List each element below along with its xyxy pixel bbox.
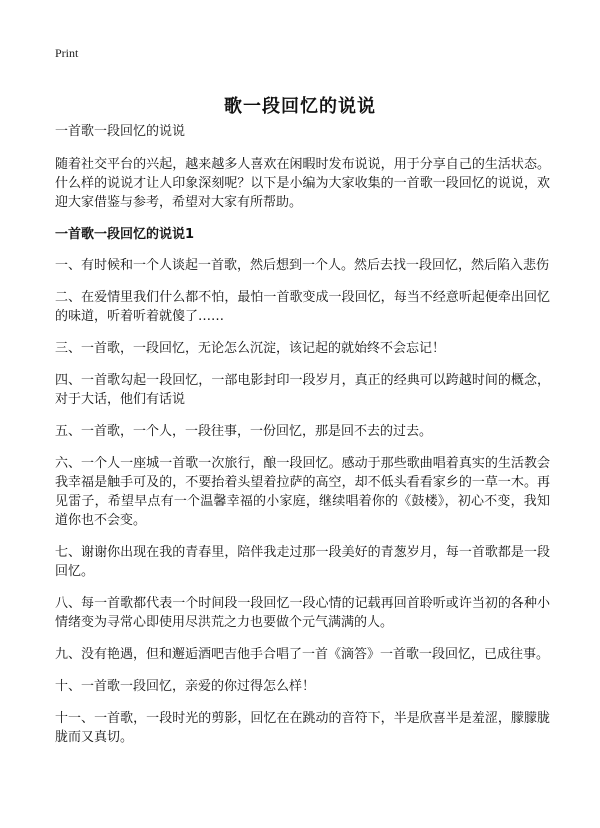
- list-item: 五、一首歌，一个人，一段往事，一份回忆，那是回不去的过去。: [55, 424, 433, 439]
- list-item: 十一、一首歌，一段时光的剪影，回忆在在跳动的音符下，半是欣喜半是羞涩，朦朦胧胧而又真切。: [55, 711, 550, 745]
- list-item: 三、一首歌，一段回忆，无论怎么沉淀，该记起的就始终不会忘记！: [55, 341, 446, 356]
- list-item: 九、没有艳遇，但和邂逅酒吧吉他手合唱了一首《滴答》一首歌一段回忆，已成往事。: [55, 647, 550, 662]
- list-item: 八、每一首歌都代表一个时间段一段回忆一段心情的记载再回首聆听或许当初的各种小情绪变为寻常心即使用尽洪荒之力也要做个元气满满的人。: [55, 596, 550, 630]
- article-subtitle: 一首歌一段回忆的说说: [55, 124, 186, 139]
- list-item: 四、一首歌勾起一段回忆，一部电影封印一段岁月，真正的经典可以跨越时间的概念，对于大话，他们有话说: [55, 373, 550, 407]
- list-item: 六、一个人一座城一首歌一次旅行，酿一段回忆。感动于那些歌曲唱着真实的生活教会我幸福是触手可及的，不要抬着头望着拉萨的高空，却不低头看看家乡的一草一木。再见雷子，希望早点有一个温馨幸福的小家庭，继续唱着你的《鼓楼》，初心不变，我知道你也不会变。: [55, 456, 550, 528]
- print-link[interactable]: Print: [55, 46, 79, 60]
- page-title: 歌一段回忆的说说: [224, 96, 376, 118]
- list-item: 一、有时候和一个人谈起一首歌，然后想到一个人。然后去找一段回忆，然后陷入悲伤: [55, 258, 550, 273]
- article-body: [55, 122, 550, 760]
- list-item: 七、谢谢你出现在我的青春里，陪伴我走过那一段美好的青葱岁月，每一首歌都是一段回忆。: [55, 545, 550, 579]
- list-item: 二、在爱情里我们什么都不怕，最怕一首歌变成一段回忆，每当不经意听起便牵出回忆的味道，听着听着就傻了……: [55, 290, 550, 324]
- list-item: 十、一首歌一段回忆，亲爱的你过得怎么样！: [55, 679, 316, 694]
- intro-paragraph: 随着社交平台的兴起，越来越多人喜欢在闲暇时发布说说，用于分享自己的生活状态。什么样的说说才让人印象深刻呢？以下是小编为大家收集的一首歌一段回忆的说说，欢迎大家借鉴与参考，希望对大家有所帮助。: [55, 157, 550, 210]
- section-heading: 一首歌一段回忆的说说1: [55, 227, 195, 242]
